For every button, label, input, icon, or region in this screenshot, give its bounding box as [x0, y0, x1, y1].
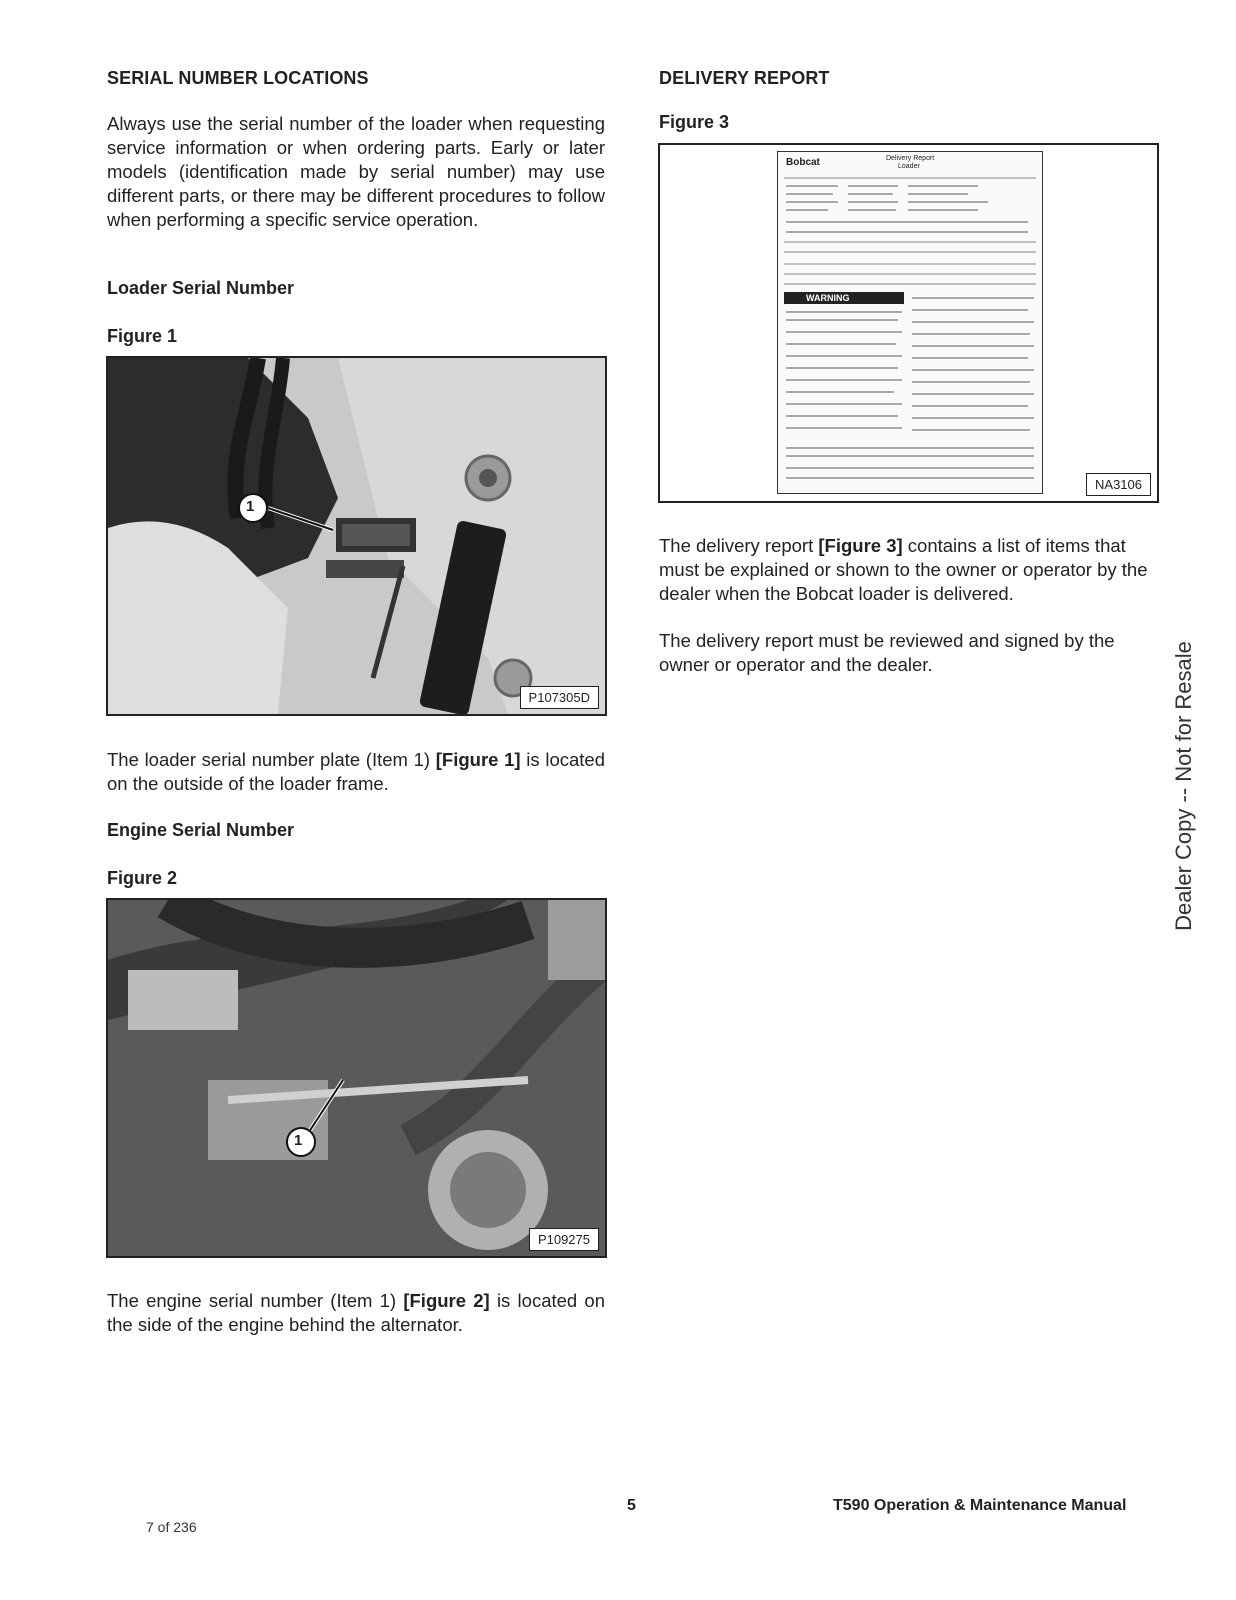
page-number: 5 [627, 1497, 636, 1514]
loader-serial-heading: Loader Serial Number [107, 278, 295, 298]
form-warning-label: WARNING [806, 293, 850, 303]
figure-1-caption [107, 748, 605, 796]
figure-2-callout: 1 [294, 1132, 303, 1149]
form-title: Delivery Report [886, 155, 935, 162]
fig1-text-b: is located on the outside of the loader frame. [107, 749, 606, 794]
figure-1-code: P107305D [520, 686, 599, 709]
form-brand-logo: Bobcat [786, 157, 820, 168]
figure-3-title: Figure 3 [659, 112, 730, 132]
figure-1-callout: 1 [246, 498, 255, 515]
fig2-ref: [Figure 2] [403, 1290, 490, 1311]
para1-ref: [Figure 3] [818, 535, 903, 556]
engine-serial-heading: Engine Serial Number [107, 820, 295, 840]
figure-3-code: NA3106 [1086, 473, 1151, 496]
section-heading-serial-number-locations: SERIAL NUMBER LOCATIONS [107, 68, 369, 88]
figure-1-photo [106, 356, 607, 716]
delivery-report-form [777, 151, 1043, 494]
intro-paragraph: Always use the serial number of the loader when requesting service information or when ordering parts. Early or later models (identification made by serial number) may use different parts, or there may be different procedures to follow when performing a specific service operation. [107, 113, 605, 230]
dealer-copy-side-text: Dealer Copy -- Not for Resale [1171, 641, 1196, 931]
fig1-ref: [Figure 1] [435, 749, 521, 770]
para1-text-a: The delivery report [659, 535, 819, 556]
figure-2-photo [106, 898, 607, 1258]
section-heading-delivery-report: DELIVERY REPORT [659, 68, 830, 88]
para1-text-b: contains a list of items that must be explained or shown to the owner or operator by the dealer when the Bobcat loader is delivered. [659, 535, 1148, 604]
fig2-text-b: is located on the side of the engine behind the alternator. [107, 1290, 606, 1335]
figure-2-code: P109275 [529, 1228, 599, 1251]
delivery-paragraph-2: The delivery report must be reviewed and signed by the owner or operator and the dealer. [659, 630, 1115, 675]
form-subtitle: Loader [898, 163, 920, 170]
manual-title: T590 Operation & Maintenance Manual [833, 1497, 1127, 1514]
page-count: 7 of 236 [146, 1519, 197, 1535]
figure-1-title: Figure 1 [107, 326, 178, 346]
figure-2-title: Figure 2 [107, 868, 178, 888]
figure-3-form-image [658, 143, 1159, 503]
fig1-text-a: The loader serial number plate (Item 1) [107, 749, 436, 770]
fig2-text-a: The engine serial number (Item 1) [107, 1290, 404, 1311]
delivery-paragraph-1 [659, 534, 1157, 606]
figure-2-caption [107, 1289, 605, 1337]
